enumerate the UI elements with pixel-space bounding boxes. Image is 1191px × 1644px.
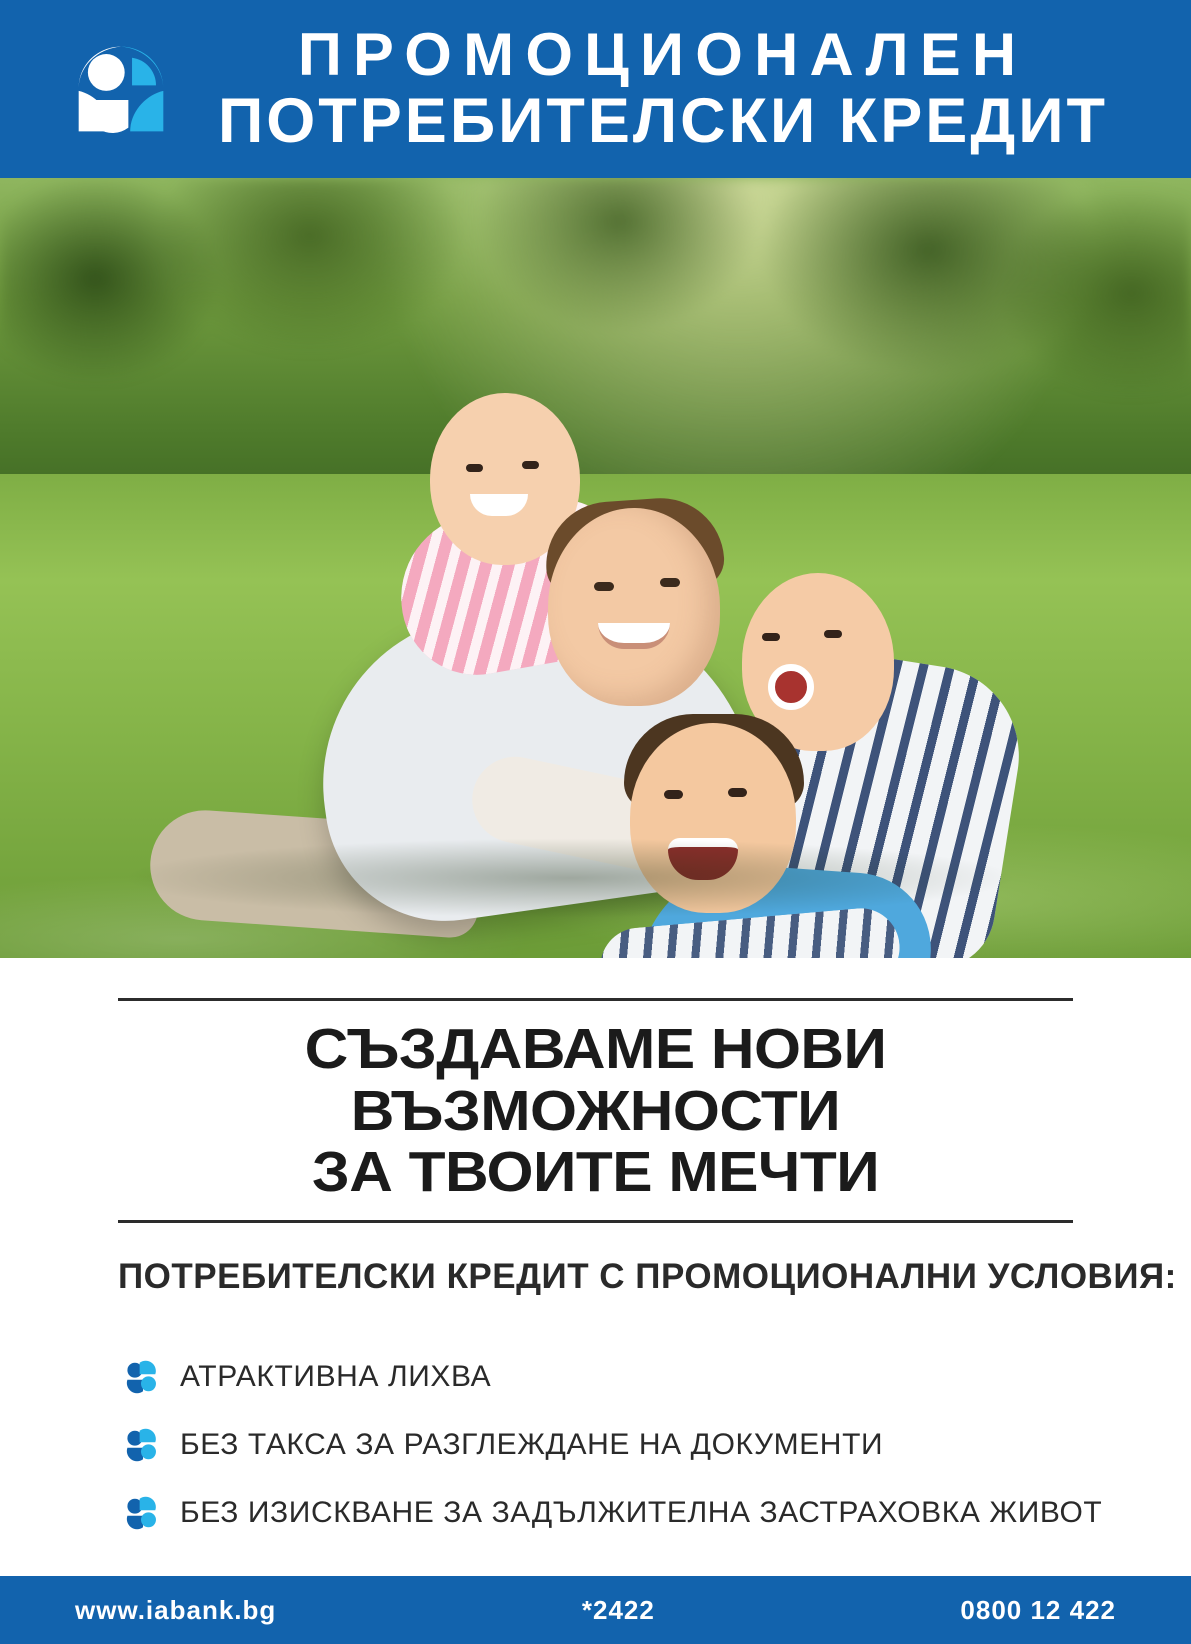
- bank-logo-bullet-icon: [124, 1360, 158, 1394]
- hero-family-photo: [0, 178, 1191, 958]
- benefits-list: [118, 1343, 1103, 1547]
- mother-eye-right: [824, 630, 842, 638]
- girl-eye-right: [522, 461, 539, 469]
- list-item: [118, 1343, 1073, 1411]
- father-eye-right: [660, 578, 680, 587]
- father-eye-left: [594, 582, 614, 591]
- list-item: [118, 1479, 1103, 1547]
- poster-title-line-1: ПРОМОЦИОНАЛЕН: [298, 21, 1028, 89]
- list-item: [118, 1411, 1073, 1479]
- benefit-label: БЕЗ ТАКСА ЗА РАЗГЛЕЖДАНЕ НА ДОКУМЕНТИ: [180, 1427, 884, 1461]
- headline-line-1: СЪЗДАВАМЕ НОВИ ВЪЗМОЖНОСТИ: [304, 1017, 887, 1143]
- poster-title-line-2: ПОТРЕБИТЕЛСКИ КРЕДИТ: [218, 85, 1108, 156]
- bank-logo-bullet-icon: [124, 1428, 158, 1462]
- bank-logo-bullet-icon: [124, 1496, 158, 1530]
- girl-eye-left: [466, 464, 483, 472]
- headline-line-2: ЗА ТВОИТЕ МЕЧТИ: [311, 1140, 880, 1205]
- boy-eye-right: [728, 788, 747, 797]
- headline: [89, 1001, 1101, 1220]
- hero-ground-shadow: [120, 838, 1020, 918]
- footer-website[interactable]: www.iabank.bg: [75, 1594, 277, 1625]
- poster-content: [0, 958, 1191, 1576]
- father-head: [548, 508, 720, 706]
- poster-footer: [0, 1576, 1191, 1644]
- subheadline: ПОТРЕБИТЕЛСКИ КРЕДИТ С ПРОМОЦИОНАЛНИ УСЛОВИЯ:: [118, 1256, 1177, 1296]
- header-title-group: [185, 21, 1161, 156]
- mother-eye-left: [762, 633, 780, 641]
- bank-logo-icon: [75, 43, 167, 135]
- benefit-label: БЕЗ ИЗИСКВАНЕ ЗА ЗАДЪЛЖИТЕЛНА ЗАСТРАХОВКА ЖИВОТ: [180, 1495, 1103, 1529]
- benefit-label: АТРАКТИВНА ЛИХВА: [180, 1359, 492, 1393]
- footer-phone[interactable]: 0800 12 422: [960, 1594, 1116, 1625]
- footer-short-number[interactable]: *2422: [581, 1594, 655, 1625]
- boy-eye-left: [664, 790, 683, 799]
- poster-header: [0, 0, 1191, 178]
- mother-mouth: [768, 664, 814, 710]
